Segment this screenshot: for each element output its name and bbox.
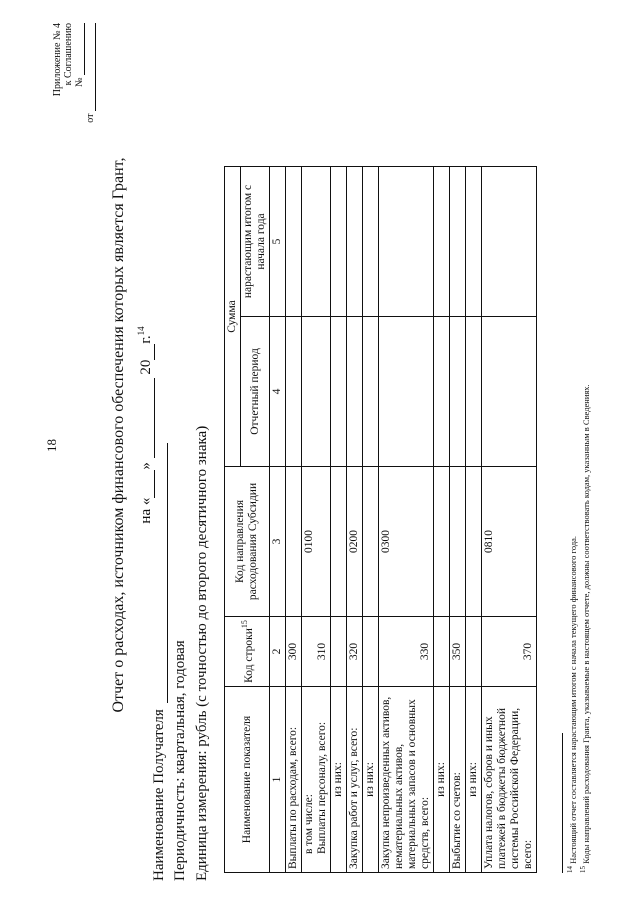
- appendix-line2: к Соглашению: [63, 23, 74, 86]
- report-title: Отчет о расходах, источником финансового обеспечения которых является Грант,: [110, 157, 127, 713]
- table-row: [379, 167, 434, 873]
- periodicity: Периодичность: квартальная, годовая: [172, 640, 188, 881]
- row-cumulative-value: [450, 167, 466, 317]
- table-row: [466, 167, 482, 873]
- row-direction-code: 0100: [302, 467, 331, 617]
- row-direction-code: [450, 467, 466, 617]
- row-cumulative-value: [302, 167, 331, 317]
- row-indicator-main: Выплаты персоналу, всего:: [316, 721, 328, 854]
- column-number: 5: [270, 167, 286, 317]
- column-number: 3: [270, 467, 286, 617]
- row-code: 330: [379, 617, 434, 687]
- appendix-block: [52, 23, 96, 163]
- appendix-date-label: от: [85, 113, 96, 123]
- row-reporting-value: [347, 317, 363, 467]
- row-cumulative-value: [482, 167, 537, 317]
- header-direction-code: Код направления расходования Субсидии: [225, 467, 270, 617]
- appendix-date-blank: [86, 23, 96, 111]
- row-direction-code: [434, 467, 450, 617]
- table-row: [302, 167, 331, 873]
- row-cumulative-value: [286, 167, 302, 317]
- page-number: 18: [44, 439, 59, 452]
- table-row: [363, 167, 379, 873]
- row-code: 300: [286, 617, 302, 687]
- row-reporting-value: [466, 317, 482, 467]
- row-reporting-value: [363, 317, 379, 467]
- row-indicator: Выплаты по расходам, всего:: [286, 687, 302, 873]
- row-indicator: из них:: [434, 687, 450, 873]
- row-reporting-value: [286, 317, 302, 467]
- row-code: 350: [450, 617, 466, 687]
- appendix-number-blank: [75, 23, 85, 75]
- row-indicator: Уплата налогов, сборов и иных платежей в бюджеты бюджетной системы Российской Федерации, всего:: [482, 687, 537, 873]
- row-cumulative-value: [434, 167, 450, 317]
- column-numbers-row: [270, 167, 286, 873]
- row-indicator-sublabel: в том числе:: [303, 794, 315, 854]
- report-table: [224, 166, 537, 873]
- row-reporting-value: [379, 317, 434, 467]
- footnotes: [562, 13, 591, 873]
- table-row: [286, 167, 302, 873]
- column-number: 4: [270, 317, 286, 467]
- row-cumulative-value: [331, 167, 347, 317]
- row-direction-code: [466, 467, 482, 617]
- footnote-text: Настоящий отчет составляется нарастающим итогом с начала текущего финансового года.: [567, 535, 578, 864]
- row-code: 320: [347, 617, 363, 687]
- column-number: 1: [270, 687, 286, 873]
- footnote-ref: 14: [566, 866, 574, 873]
- row-indicator: из них:: [466, 687, 482, 873]
- header-row-code-label: Код строки: [242, 628, 255, 683]
- row-indicator: Закупка работ и услуг, всего:: [347, 687, 363, 873]
- row-direction-code: 0300: [379, 467, 434, 617]
- row-indicator: из них:: [331, 687, 347, 873]
- recipient-name-row: [150, 443, 168, 881]
- appendix-line1: Приложение № 4: [52, 23, 63, 97]
- header-row-code: [225, 617, 270, 687]
- row-indicator: Выбытие со счетов:: [450, 687, 466, 873]
- footnote-14: [565, 13, 578, 873]
- appendix-number-label: №: [74, 77, 85, 88]
- table-row: [434, 167, 450, 873]
- row-code: [466, 617, 482, 687]
- row-reporting-value: [331, 317, 347, 467]
- row-cumulative-value: [466, 167, 482, 317]
- recipient-name-blank: [153, 443, 168, 703]
- unit-of-measure: Единица измерения: рубль (с точностью до второго десятичного знака): [194, 425, 210, 881]
- row-reporting-value: [450, 317, 466, 467]
- row-code: 310: [302, 617, 331, 687]
- date-year-blank: [140, 344, 155, 360]
- row-code: [363, 617, 379, 687]
- row-code: 370: [482, 617, 537, 687]
- footnote-rule: [562, 733, 563, 873]
- row-cumulative-value: [347, 167, 363, 317]
- row-indicator: Закупка непроизведенных активов, нематериальных активов, материальных запасов и основных средств, всего:: [379, 687, 434, 873]
- row-direction-code: 0810: [482, 467, 537, 617]
- row-direction-code: [286, 467, 302, 617]
- row-code: [434, 617, 450, 687]
- header-row-1: [225, 167, 241, 873]
- appendix-number-row: [74, 23, 85, 163]
- table-row: [347, 167, 363, 873]
- header-sum: Сумма: [225, 167, 241, 467]
- footnote-ref: 15: [578, 866, 587, 873]
- row-direction-code: [331, 467, 347, 617]
- table-row: [482, 167, 537, 873]
- footnote-text: Коды направлений расходования Гранта, указываемые в настоящем отчете, должны соответствовать кодам, указанным в Сведениях.: [580, 384, 591, 864]
- date-middle: »: [138, 462, 154, 470]
- header-indicator: Наименование показателя: [225, 687, 270, 873]
- table-row: [331, 167, 347, 873]
- row-reporting-value: [482, 317, 537, 467]
- row-indicator: [302, 687, 331, 873]
- date-footnote-ref: 14: [136, 326, 146, 336]
- column-number: 2: [270, 617, 286, 687]
- date-prefix: на «: [138, 497, 154, 524]
- appendix-date-row: [85, 23, 96, 163]
- date-year-prefix: 20: [138, 359, 154, 375]
- date-year-suffix: г.: [138, 335, 154, 344]
- table-row: [450, 167, 466, 873]
- footnote-15: [578, 13, 591, 873]
- header-reporting-period: Отчетный период: [241, 317, 270, 467]
- row-direction-code: [363, 467, 379, 617]
- row-reporting-value: [434, 317, 450, 467]
- header-cumulative: нарастающим итогом с начала года: [241, 167, 270, 317]
- row-direction-code: 0200: [347, 467, 363, 617]
- row-cumulative-value: [379, 167, 434, 317]
- header-row-code-ref: 15: [240, 620, 250, 629]
- row-code: [331, 617, 347, 687]
- row-indicator: из них:: [363, 687, 379, 873]
- recipient-label: Наименование Получателя: [151, 709, 167, 881]
- row-reporting-value: [302, 317, 331, 467]
- row-cumulative-value: [363, 167, 379, 317]
